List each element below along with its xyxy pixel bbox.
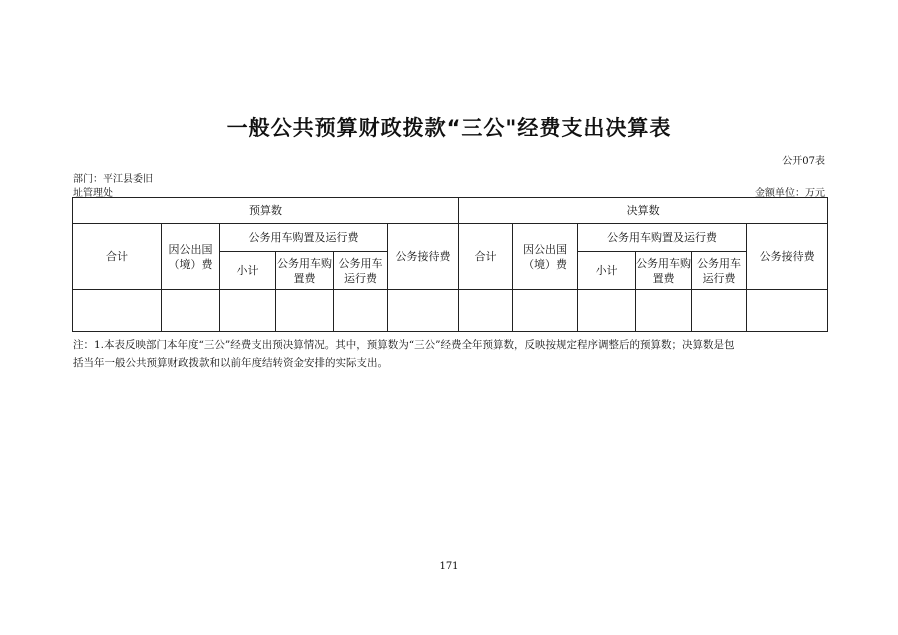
table-cell [276,290,334,332]
budget-header: 预算数 [73,198,459,224]
table-cell [578,290,636,332]
budget-abroad-header: 因公出国（境）费 [162,224,220,290]
footnote-line: 括当年一般公共预算财政拨款和以前年度结转资金安排的实际支出。 [73,357,388,369]
footnote-line: 注：1.本表反映部门本年度“三公”经费支出预决算情况。其中，预算数为“三公”经费全年预算数，反映按规定程序调整后的预算数；决算数是包 [73,339,735,351]
budget-subtotal-header: 小计 [220,252,276,290]
budget-vehicle-purchase-header: 公务用车购置费 [276,252,334,290]
budget-total-header: 合计 [73,224,162,290]
table-header-row [73,198,828,224]
final-abroad-header: 因公出国（境）费 [513,224,578,290]
table-cell [220,290,276,332]
three-public-expense-table [72,197,828,332]
final-reception-header: 公务接待费 [747,224,828,290]
table-header-row [73,224,828,252]
final-subtotal-header: 小计 [578,252,636,290]
amount-unit: 金额单位：万元 [755,188,825,199]
table-cell [692,290,747,332]
final-total-header: 合计 [459,224,513,290]
table-cell [513,290,578,332]
table-cell [334,290,388,332]
table-cell [388,290,459,332]
page-number: 171 [439,561,459,572]
budget-vehicle-group-header: 公务用车购置及运行费 [220,224,388,252]
footnote [73,336,829,372]
table-cell [73,290,162,332]
budget-reception-header: 公务接待费 [388,224,459,290]
table-cell [459,290,513,332]
budget-vehicle-operation-header: 公务用车运行费 [334,252,388,290]
table-cell [162,290,220,332]
table-row [73,290,828,332]
page-title: 一般公共预算财政拨款“三公"经费支出决算表 [226,116,672,140]
final-vehicle-operation-header: 公务用车运行费 [692,252,747,290]
department-label: 部门：平江县委旧 [73,174,153,185]
final-header: 决算数 [459,198,828,224]
table-cell [636,290,692,332]
final-vehicle-purchase-header: 公务用车购置费 [636,252,692,290]
table-cell [747,290,828,332]
department-label-continued: 址管理处 [73,188,113,199]
final-vehicle-group-header: 公务用车购置及运行费 [578,224,747,252]
form-number: 公开07表 [782,156,825,167]
